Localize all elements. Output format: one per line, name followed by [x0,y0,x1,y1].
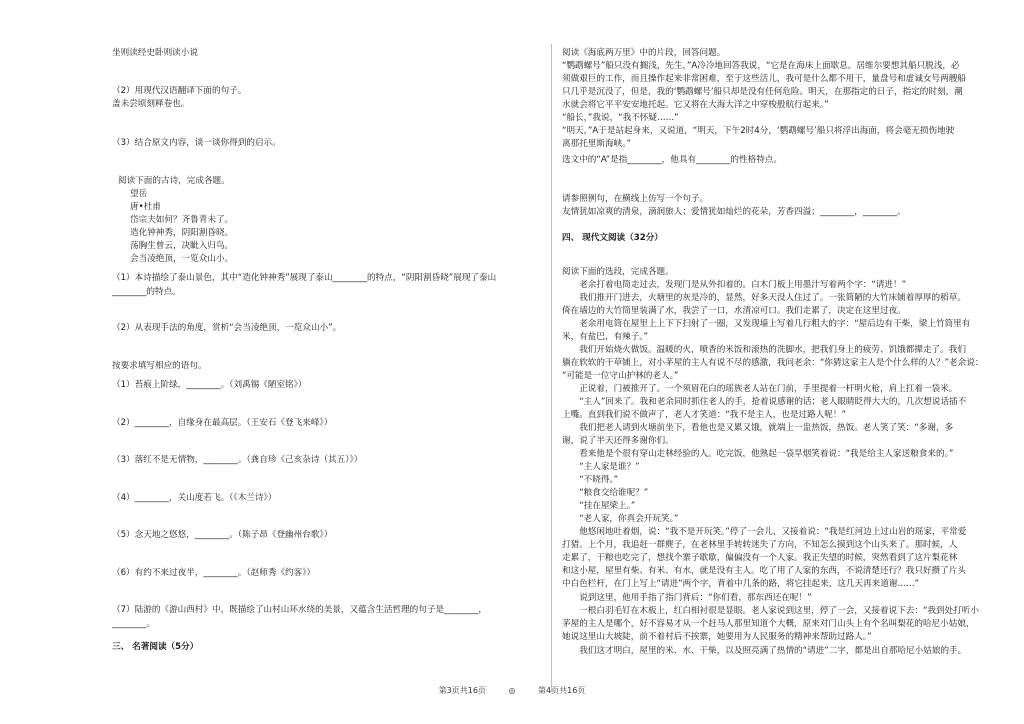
passage-line: “挂在屋梁上。” [562,501,636,511]
passage-line: 看来他是个很有穿山走林经验的人。吃完饭，他熟起一袋旱烟笑着说：“我是给主人家送粮食来的。” [562,449,954,459]
instruction-line: 阅读下面的选段，完成各题。 [562,267,674,277]
question-line: （3）落红不是无情物，________。（龚自珍《己亥杂诗（其五）》） [112,455,363,465]
passage-line: 谢，说了半天还得多谢你们。 [562,436,674,446]
poem-author: 唐•杜甫 [130,202,161,212]
poem-title: 望岳 [130,189,148,199]
passage-line: “不晓得。” [562,475,619,485]
passage-line: 我们开始烧火做饭。温暖的火，喷香的米饭和滚热的洗脚水，把我们身上的疲劳、饥饿都撵走了。我们 [562,345,966,355]
passage-line: “主人”回来了。我和老余同时抓住老人的手，抢着说感谢的话；老人眼睛眨得大大的，几次想说话插不 [562,397,967,407]
text-line: 坐则读经史卧则读小说 [112,48,198,58]
instruction-line: 请参照例句，在横线上仿写一个句子。 [562,194,709,204]
passage-line: 走累了，干粮也吃完了，想找个寨子歇歇，偏偏没有一个人家。我正失望的时候，突然看到了这片梨花林 [562,553,958,563]
passage-line: “船长，”我说，“我不怀疑……” [562,113,679,123]
question-line: 友情犹如凉爽的清泉，滴润旅人；爱情犹如灿烂的花朵，芳香四溢；________，________。 [562,207,906,217]
instruction-line: 按要求填写相应的语句。 [112,361,207,371]
passage-line: “粮食交给谁呢？” [562,488,649,498]
passage-line: “老人家，你真会开玩笑。” [562,514,679,524]
question-line: （2）从表现手法的角度，赏析“会当凌绝顶，一览众山小”。 [112,323,342,333]
question-line: （1）本诗描绘了泰山景色，其中“造化钟神秀”展现了泰山________的特点，“阴阳割昏晓”展现了泰山 [112,273,497,283]
passage-line: 只几乎是沉没了，但是，我的‘鹦鹉螺号’船只却是没有任何危险。明天，在那指定的日子，指定的时刻，潮 [562,87,963,97]
passage-line: 他悠闲地吐着烟，说：“我不是开玩笑。”停了一会儿，又接着说：“我是红河边上过山岩的瑶家，平常爱 [562,527,967,537]
passage-line: 米，有盐巴，有辣子。” [562,332,649,342]
question-line: ________。 [112,619,155,629]
passage-line: 正说着，门被推开了。一个须眉花白的瑶族老人站在门前，手里提着一杆明火枪，肩上扛着一袋米。 [562,384,958,394]
poem-line: 荡胸生曾云，决眦入归鸟。 [130,241,234,251]
passage-line: 我们这才明白，屋里的米、水、干柴，以及照亮满了热情的“请进”二字，都是出自那哈尼小姑娘的手。 [562,646,967,656]
passage-line: 中白色栏杆，在门上写上“请进”两个字，背着中几条的路，将它挂起来，这几天再来道谢……” [562,579,920,589]
page-footer [0,686,1024,697]
passage-line: 打猎。上个月，我追赶一群麂子，在老林里手转转迷失了方向，不知怎么摸到这个山头来了。那时候，人 [562,540,958,550]
question-line: （1）苔痕上阶绿，________。（刘禹锡《陋室铭》） [112,380,307,390]
instruction-line: 阅读下面的古诗，完成各题。 [118,176,230,186]
section-heading: 三、 名著阅读（5分） [112,642,199,652]
passage-line: 老余用电筒在屋里上上下下扫射了一圈，又发现墙上写着几行粗大的字：“屋后边有干柴，梁上竹筒里有 [562,319,971,329]
question-line: （4）________，关山度若飞。（《木兰诗》） [112,493,277,503]
question-line: （3）结合原文内容，谈一谈你得到的启示。 [112,138,281,148]
passage-line: “主人家是谁？” [562,462,640,472]
page-divider [551,44,552,692]
question-line: （6）有约不来过夜半，________。（赵师秀《约客》） [112,568,316,578]
passage-line: 她说这里山大坡陡，前不着村后不挨寨，她要用为人民服务的精神来帮助过路人。” [562,632,872,642]
question-line: （2）________，自缘身在最高层。（王安石《登飞来峰》） [112,418,333,428]
passage-line: 一根白羽毛钉在木板上，红白相衬很是显眼。老人家说到这里，停了一会，又接着说下去：“我到处打听小 [562,606,979,616]
question-line: ________的特点。 [112,287,181,297]
passage-line: 说到这里，他用手指了指门背后：“你们看，那东西还在呢！” [562,593,812,603]
poem-line: 造化钟神秀，阴阳割昏晓。 [130,228,234,238]
passage-line: 躺在软软的干草铺上，对小茅屋的主人有说不尽的感激，我问老余：“你猜这家主人是个什么样的人？”老余说： [562,358,984,368]
passage-line: 老余打着电筒走过去，发现门是从外扣着的。白木门板上用墨汁写着两个字：“请进！” [562,280,907,290]
passage-line: 和这小屋，屋里有柴、有米、有水，就是没有主人。吃了用了人家的东西，不说清楚还行？我只好攒了片头 [562,566,966,576]
question-line: （7）陆游的《游山西村》中，既描绘了山村山环水绕的美景，又蕴含生活哲理的句子是________， [112,605,488,615]
passage-line: 我们把老人请到火塘前坐下，看他也是又累又饿，就端上一盅热饭，热饭。老人笑了笑：“多谢，多 [562,423,954,433]
question-line: （5）念天地之悠悠，________。（陈子昂《登幽州台歌》） [112,530,333,540]
passage-line: “可能是一位守山护林的老人。” [562,371,679,381]
passage-line: 离那托里斯海峡。” [562,139,631,149]
passage-line: 须做艰巨的工作，而且操作起来非常困难，至于这些活儿，我可是什么都不用干，量盘号和虚诚女号两艘船 [562,74,966,84]
passage-line: 茅屋的主人是哪个，好不容易才从一个赶马人那里知道个大概，原来对门山头上有个名叫梨花的哈尼小姑娘， [562,619,975,629]
footer-separator: ◎ [508,686,516,695]
poem-line: 岱宗夫如何？齐鲁青未了。 [130,215,234,225]
question-line: 选文中的“A”是指________，他具有________的性格特点。 [562,155,782,165]
passage-line: “鹦鹉螺号”船只没有搁浅，先生，”A冷冷地回答我说，“它是在海床上面歇息。居维尔要想其船只脱浅，必 [562,61,960,71]
question-line: （2）用现代汉语翻译下面的句子。 [112,86,247,96]
passage-line: 我们推开门进去，火塘里的灰是冷的，显然，好多天没人住过了。一张简陋的大竹床铺着厚厚的稻草。 [562,293,966,303]
passage-line: 水就会将它平平安安地托起。它又将在大海大洋之中穿梭般航行起来。” [562,100,829,110]
section-heading: 四、 现代文阅读（32分） [562,233,663,243]
instruction-line: 阅读《海底两万里》中的片段，回答问题。 [562,48,726,58]
passage-line: 倚在墙边的大竹筒里装满了水，我尝了一口，水清凉可口。我们走累了，决定在这里过夜。 [562,306,906,316]
text-line: 盖未尝顷刻释卷也。 [112,99,190,109]
poem-line: 会当凌绝顶，一览众山小。 [130,254,234,264]
page-number-right: 第4页共16页 [538,686,586,695]
passage-line: “明天，”A于是站起身来，又说道，“明天，下午2时4分，‘鹦鹉螺号’船只将浮出海面，将会毫无损伤地驶 [562,126,955,136]
page-number-left: 第3页共16页 [438,686,486,695]
passage-line: 上嘴。直到我们说不做声了，老人才笑道：“我不是主人，也是过路人呢！” [562,410,846,420]
